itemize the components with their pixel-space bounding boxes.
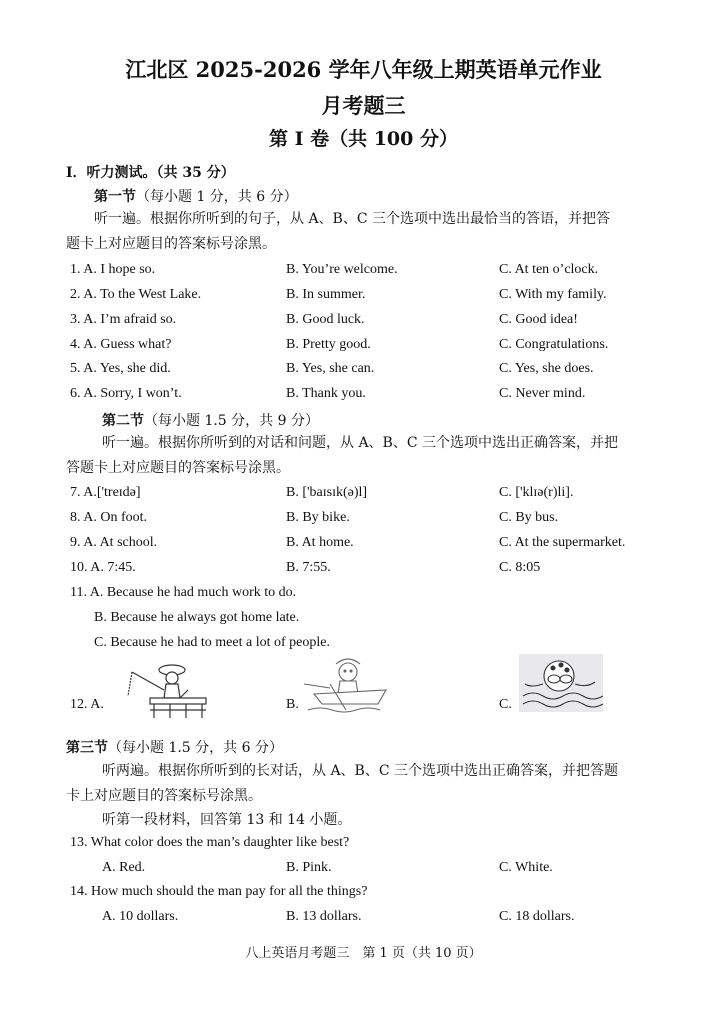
q1-option-b: B. You’re welcome. xyxy=(286,262,398,277)
q6-option-c: C. Never mind. xyxy=(499,386,586,401)
q11-option-b: B. Because he always got home late. xyxy=(94,610,300,625)
volume-title: 第 I 卷（共 100 分） xyxy=(268,128,458,150)
q3-option-b: B. Good luck. xyxy=(286,312,365,327)
part1-title: 第一节 xyxy=(94,189,136,205)
q10-option-c: C. 8:05 xyxy=(499,560,541,575)
part3-note: （每小题 1.5 分，共 6 分） xyxy=(108,740,283,756)
q12-option-a-label: 12. A. xyxy=(70,697,104,712)
q9-option-c: C. At the supermarket. xyxy=(499,535,626,550)
q6-option-a: 6. A. Sorry, I won’t. xyxy=(70,386,182,401)
q1-option-c: C. At ten o’clock. xyxy=(499,262,599,277)
q8-option-c: C. By bus. xyxy=(499,510,559,525)
part1-note: （每小题 1 分，共 6 分） xyxy=(136,189,298,205)
section-heading-listening: I．听力测试。（共 35 分） xyxy=(66,165,235,181)
q12-option-c-label: C. xyxy=(499,697,512,712)
q13-option-c: C. White. xyxy=(499,860,553,875)
part3-header xyxy=(66,737,283,757)
q2-option-c: C. With my family. xyxy=(499,287,607,302)
q11-option-c: C. Because he had to meet a lot of people. xyxy=(94,635,330,650)
q11-option-a: 11. A. Because he had much work to do. xyxy=(70,585,297,600)
q2-option-b: B. In summer. xyxy=(286,287,366,302)
q4-option-a: 4. A. Guess what? xyxy=(70,337,172,352)
q14-option-a: A. 10 dollars. xyxy=(102,909,179,924)
q7-option-b: B. ['baɪsɪk(ə)l] xyxy=(286,485,368,500)
q10-option-b: B. 7:55. xyxy=(286,560,331,575)
part3-instruction-line1: 听两遍。根据你所听到的长对话，从 A、B、C 三个选项中选出正确答案，并把答题 xyxy=(102,763,619,779)
q8-option-b: B. By bike. xyxy=(286,510,350,525)
q1-option-a: 1. A. I hope so. xyxy=(70,262,156,277)
part1-header xyxy=(94,186,298,206)
page-footer: 八上英语月考题三 第 1 页（共 10 页） xyxy=(245,946,482,961)
q13-option-a: A. Red. xyxy=(102,860,146,875)
q13-question: 13. What color does the man’s daughter like best? xyxy=(70,835,350,850)
q3-option-a: 3. A. I’m afraid so. xyxy=(70,312,177,327)
document-title: 江北区 2025-2026 学年八年级上期英语单元作业 xyxy=(125,57,602,82)
q10-option-a: 10. A. 7:45. xyxy=(70,560,136,575)
q4-option-b: B. Pretty good. xyxy=(286,337,371,352)
q14-option-c: C. 18 dollars. xyxy=(499,909,575,924)
fishing-boy-picture xyxy=(112,662,212,720)
q8-option-a: 8. A. On foot. xyxy=(70,510,147,525)
q7-option-a: 7. A.['treɪdə] xyxy=(70,485,141,500)
q7-option-c: C. ['klɪə(r)li]. xyxy=(499,485,574,500)
part2-note: （每小题 1.5 分，共 9 分） xyxy=(144,413,319,429)
rowing-boy-picture xyxy=(300,654,400,714)
swimming-boy-picture xyxy=(519,654,603,712)
q3-option-c: C. Good idea! xyxy=(499,312,578,327)
part2-instruction-line1: 听一遍。根据你所听到的对话和问题，从 A、B、C 三个选项中选出正确答案，并把 xyxy=(102,435,619,451)
part1-instruction-line2: 题卡上对应题目的答案标号涂黑。 xyxy=(66,236,276,252)
q5-option-a: 5. A. Yes, she did. xyxy=(70,361,171,376)
q14-option-b: B. 13 dollars. xyxy=(286,909,362,924)
q4-option-c: C. Congratulations. xyxy=(499,337,609,352)
q6-option-b: B. Thank you. xyxy=(286,386,366,401)
part2-header xyxy=(102,410,319,430)
part3-title: 第三节 xyxy=(66,740,108,756)
part3-material-note: 听第一段材料，回答第 13 和 14 小题。 xyxy=(102,812,352,828)
part1-instruction-line1: 听一遍。根据你所听到的句子，从 A、B、C 三个选项中选出最恰当的答语，并把答 xyxy=(94,211,611,227)
q5-option-b: B. Yes, she can. xyxy=(286,361,375,376)
q9-option-b: B. At home. xyxy=(286,535,354,550)
part3-instruction-line2: 卡上对应题目的答案标号涂黑。 xyxy=(66,788,262,804)
document-subtitle: 月考题三 xyxy=(321,93,406,118)
part2-instruction-line2: 答题卡上对应题目的答案标号涂黑。 xyxy=(66,460,290,476)
q5-option-c: C. Yes, she does. xyxy=(499,361,594,376)
part2-title: 第二节 xyxy=(102,413,144,429)
q9-option-a: 9. A. At school. xyxy=(70,535,158,550)
q14-question: 14. How much should the man pay for all the things? xyxy=(70,884,368,899)
q13-option-b: B. Pink. xyxy=(286,860,332,875)
q12-option-b-label: B. xyxy=(286,697,299,712)
q2-option-a: 2. A. To the West Lake. xyxy=(70,287,202,302)
